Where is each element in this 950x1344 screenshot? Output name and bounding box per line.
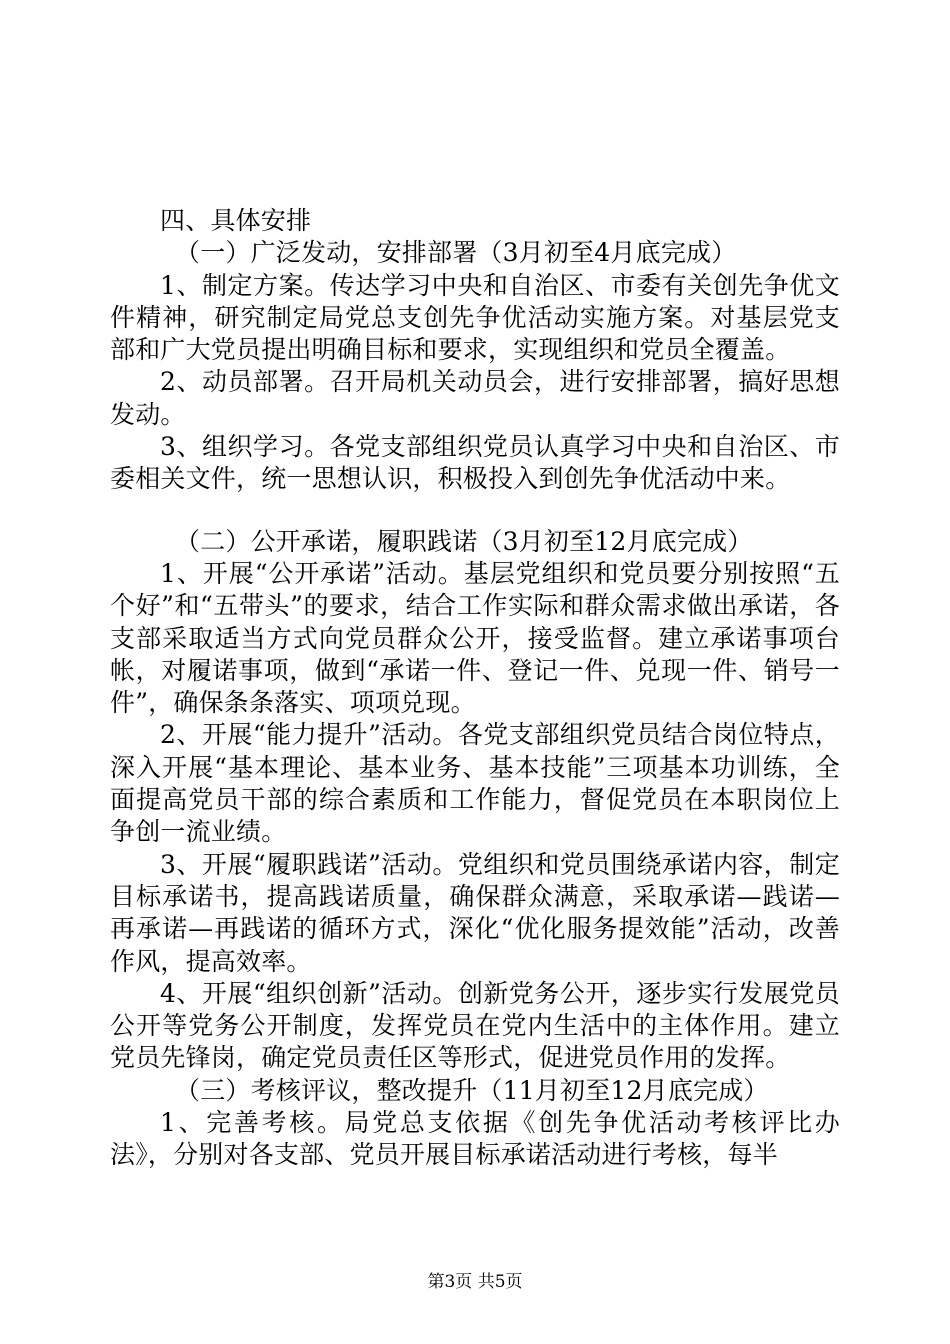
- sub-heading-3: （三）考核评议，整改提升（11月初至12月底完成）: [175, 1075, 769, 1105]
- document-body: [110, 205, 840, 1172]
- paragraph-gap: [110, 496, 840, 526]
- page-number-footer: 第3页 共5页: [427, 1272, 523, 1292]
- paragraph: 4、开展“组织创新”活动。创新党务公开，逐步实行发展党员公开等党务公开制度，发挥党员在党内生活中的主体作用。建立党员先锋岗，确定党员责任区等形式，促进党员作用的发挥。: [110, 978, 840, 1073]
- paragraph: 1、完善考核。局党总支依据《创先争优活动考核评比办法》，分别对各支部、党员开展目标承诺活动进行考核，每半: [110, 1108, 840, 1170]
- paragraph: 2、开展“能力提升”活动。各党支部组织党员结合岗位特点，深入开展“基本理论、基本业务、基本技能”三项基本功训练，全面提高党员干部的综合素质和工作能力，督促党员在本职岗位上争创一流业绩。: [110, 720, 840, 847]
- paragraph: 1、制定方案。传达学习中央和自治区、市委有关创先争优文件精神，研究制定局党总支创先争优活动实施方案。对基层党支部和广大党员提出明确目标和要求，实现组织和党员全覆盖。: [110, 270, 840, 365]
- paragraph: 1、开展“公开承诺”活动。基层党组织和党员要分别按照“五个好”和“五带头”的要求，结合工作实际和群众需求做出承诺，各支部采取适当方式向党员群众公开，接受监督。建立承诺事项台帐，对履诺事项，做到“承诺一件、登记一件、兑现一件、销号一件”，确保条条落实、项项兑现。: [110, 558, 840, 718]
- section-heading: 四、具体安排: [160, 206, 312, 235]
- sub-heading-1: （一）广泛发动，安排部署（3月初至4月底完成）: [175, 238, 737, 268]
- paragraph: 3、组织学习。各党支部组织党员认真学习中央和自治区、市委相关文件，统一思想认识，积极投入到创先争优活动中来。: [110, 432, 840, 494]
- paragraph: 2、动员部署。召开局机关动员会，进行安排部署，搞好思想发动。: [110, 367, 840, 429]
- sub-heading-2: （二）公开承诺，履职践诺（3月初至12月底完成）: [175, 526, 753, 556]
- paragraph: 3、开展“履职践诺”活动。党组织和党员围绕承诺内容，制定目标承诺书，提高践诺质量，确保群众满意，采取承诺—践诺—再承诺—再践诺的循环方式，深化“优化服务提效能”活动，改善作风，提高效率。: [110, 849, 840, 976]
